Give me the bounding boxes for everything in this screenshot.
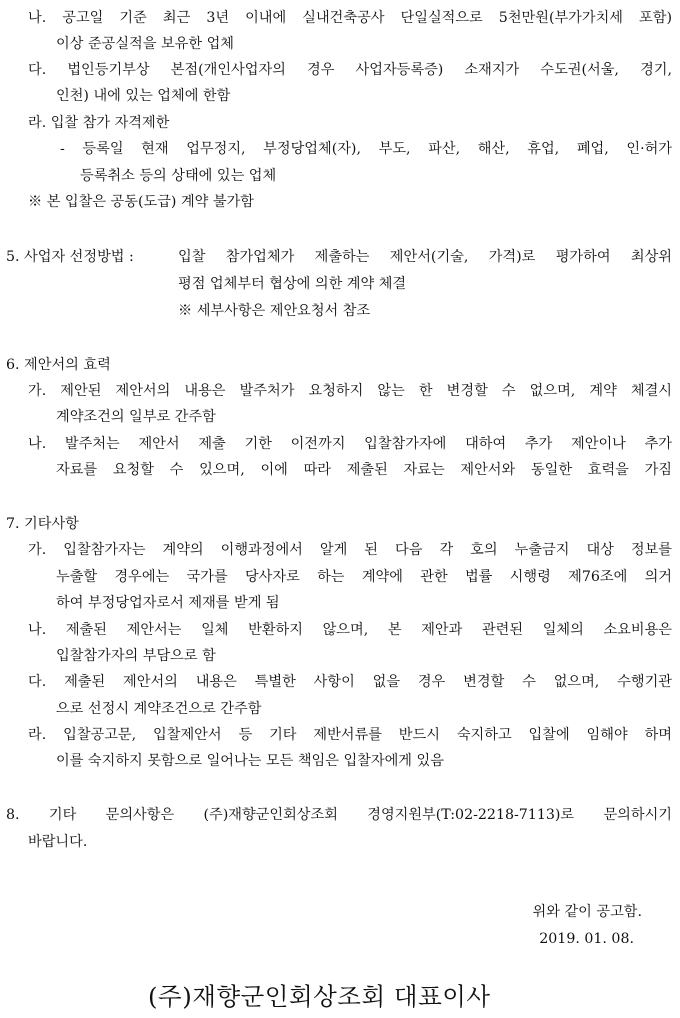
closing-text: 위와 같이 공고함. bbox=[532, 904, 642, 920]
item4-na-line2: 이상 준공실적을 보유한 업체 bbox=[56, 36, 234, 52]
item7-ga-line2: 누출할 경우에는 국가를 당사자로 하는 계약에 관한 법률 시행령 제76조에 의거 bbox=[56, 569, 672, 585]
item4-ra-title: 라. 입찰 참가 자격제한 bbox=[28, 115, 170, 131]
item4-da-line2: 인천) 내에 있는 업체에 한함 bbox=[56, 88, 231, 104]
item7-da-line1: 다. 제출된 제안서의 내용은 특별한 사항이 없을 경우 변경할 수 없으며, 수행기관 bbox=[28, 674, 672, 690]
item7-ra-line2: 이를 숙지하지 못함으로 일어나는 모든 책임은 입찰자에게 있음 bbox=[56, 753, 444, 769]
item7-ga-line3: 하여 부정당업자로서 제재를 받게 됨 bbox=[56, 595, 280, 611]
item7-na-line2: 입찰참가자의 부담으로 함 bbox=[56, 648, 216, 664]
item7-title: 7. 기타사항 bbox=[6, 516, 79, 532]
item4-da-line1: 다. 법인등기부상 본점(개인사업자의 경우 사업자등록증) 소재지가 수도권(서울, 경기, bbox=[28, 62, 672, 78]
item7-ra-line1: 라. 입찰공고문, 입찰제안서 등 기타 제반서류를 반드시 숙지하고 입찰에 임해야 하며 bbox=[28, 727, 672, 743]
item8-line2: 바랍니다. bbox=[28, 834, 88, 850]
item5-label: 5. 사업자 선정방법 : bbox=[6, 249, 134, 265]
item7-da-line2: 으로 선정시 계약조건으로 간주함 bbox=[56, 701, 262, 717]
item6-ga-line1: 가. 제안된 제안서의 내용은 발주처가 요청하지 않는 한 변경할 수 없으며, 계약 체결시 bbox=[28, 383, 672, 399]
item6-title: 6. 제안서의 효력 bbox=[6, 357, 111, 373]
signature: (주)재향군인회상조회 대표이사 bbox=[148, 982, 491, 1011]
item4-ra-dash-line2: 등록취소 등의 상태에 있는 업체 bbox=[80, 168, 277, 184]
item4-note: ※ 본 입찰은 공동(도급) 계약 불가함 bbox=[28, 194, 254, 210]
item4-na-line1: 나. 공고일 기준 최근 3년 이내에 실내건축공사 단일실적으로 5천만원(부가가치세 포함) bbox=[28, 10, 672, 26]
item5-line2: 평점 업체부터 협상에 의한 계약 체결 bbox=[178, 276, 407, 292]
item4-ra-dash-line1: - 등록일 현재 업무정지, 부정당업체(자), 부도, 파산, 해산, 휴업, 폐업, 인·허가 bbox=[60, 141, 672, 157]
item8-line1: 8. 기타 문의사항은 (주)재향군인회상조회 경영지원부(T:02-2218-7113)로 문의하시기 bbox=[6, 807, 672, 823]
item5-line1: 입찰 참가업체가 제출하는 제안서(기술, 가격)로 평가하여 최상위 bbox=[178, 249, 672, 265]
item7-na-line1: 나. 제출된 제안서는 일체 반환하지 않으며, 본 제안과 관련된 일체의 소요비용은 bbox=[28, 622, 672, 638]
item7-ga-line1: 가. 입찰참가자는 계약의 이행과정에서 알게 된 다음 각 호의 누출금지 대상 정보를 bbox=[28, 542, 672, 558]
item6-na-line1: 나. 발주처는 제안서 제출 기한 이전까지 입찰참가자에 대하여 추가 제안이나 추가 bbox=[28, 436, 672, 452]
item5-note: ※ 세부사항은 제안요청서 참조 bbox=[178, 303, 371, 319]
item6-na-line2: 자료를 요청할 수 있으며, 이에 따라 제출된 자료는 제안서와 동일한 효력을 가짐 bbox=[56, 462, 672, 478]
notice-date: 2019. 01. 08. bbox=[539, 931, 634, 947]
item6-ga-line2: 계약조건의 일부로 간주함 bbox=[56, 409, 216, 425]
